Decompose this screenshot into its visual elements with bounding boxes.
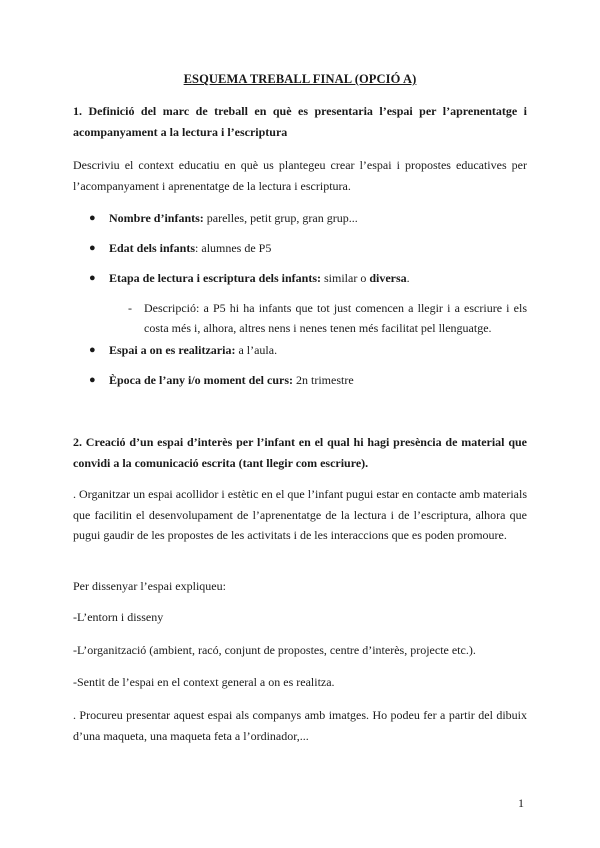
bullet-icon: ● xyxy=(89,272,96,284)
section-2-heading: 2. Creació d’un espai d’interès per l’infant en el qual hi hagi presència de material que convidi a la comunicació escrita (tant llegir com escriure). xyxy=(73,435,527,470)
bullet-text: parelles, petit grup, gran grup... xyxy=(203,211,358,225)
section-1-intro: Descriviu el context educatiu en què us plantegeu crear l’espai i propostes educatives per l’acompanyament i aprenentatge de la lectura i escriptura. xyxy=(73,158,527,193)
bullet-icon: ● xyxy=(89,242,96,254)
bullet-text: : alumnes de P5 xyxy=(195,241,272,255)
bullet-punctuation: . xyxy=(406,271,410,285)
section-2-paragraph-6: . Procureu presentar aquest espai als companys amb imatges. Ho podeu fer a partir del dibuix d’una maqueta, una maqueta feta a l’ordinador,... xyxy=(73,708,527,743)
section-2-paragraph-4: -L’organització (ambient, racó, conjunt de propostes, centre d’interès, projecte etc.). xyxy=(73,643,476,657)
section-2-paragraph-2: Per dissenyar l’espai expliqueu: xyxy=(73,579,226,593)
document-title: ESQUEMA TREBALL FINAL (OPCIÓ A) xyxy=(183,72,417,86)
bullet-label: Època de l’any i/o moment del curs: xyxy=(109,373,293,387)
bullet-label: Edat dels infants xyxy=(109,241,196,255)
bullet-text: a l’aula. xyxy=(235,343,278,357)
section-1-heading: 1. Definició del marc de treball en què es presentaria l’espai per l’aprenentatge i acompanyament a la lectura i l’escriptura xyxy=(73,104,527,139)
bullet-label: Espai a on es realitzaria: xyxy=(109,343,236,357)
section-2-paragraph-3: -L’entorn i disseny xyxy=(73,610,164,624)
bullet-icon: ● xyxy=(89,212,96,224)
bullet-emphasis: diversa xyxy=(369,271,407,285)
page-number: 1 xyxy=(518,796,524,810)
bullet-label: Nombre d’infants: xyxy=(109,211,204,225)
section-2-paragraph-5: -Sentit de l’espai en el context general a on es realitza. xyxy=(73,675,335,689)
sub-item-text: Descripció: a P5 hi ha infants que tot just comencen a llegir i a escriure i els costa més i, alhora, altres nens i nenes tenen més facilitat pel llenguatge. xyxy=(144,301,527,335)
bullet-label: Etapa de lectura i escriptura dels infants: xyxy=(109,271,321,285)
bullet-text: 2n trimestre xyxy=(293,373,354,387)
bullet-icon: ● xyxy=(89,344,96,356)
bullet-text: similar o xyxy=(321,271,370,285)
dash-icon: - xyxy=(128,301,132,315)
section-2-paragraph-1: . Organitzar un espai acollidor i estètic en el que l’infant pugui estar en contacte amb materials que facilitin el desenvolupament de l’aprenentatge de la lectura i de l’escriptura, alhora que pugui gaudir de les propostes de les activitats i de les interaccions que es poden promoure. xyxy=(73,487,527,542)
bullet-icon: ● xyxy=(89,374,96,386)
